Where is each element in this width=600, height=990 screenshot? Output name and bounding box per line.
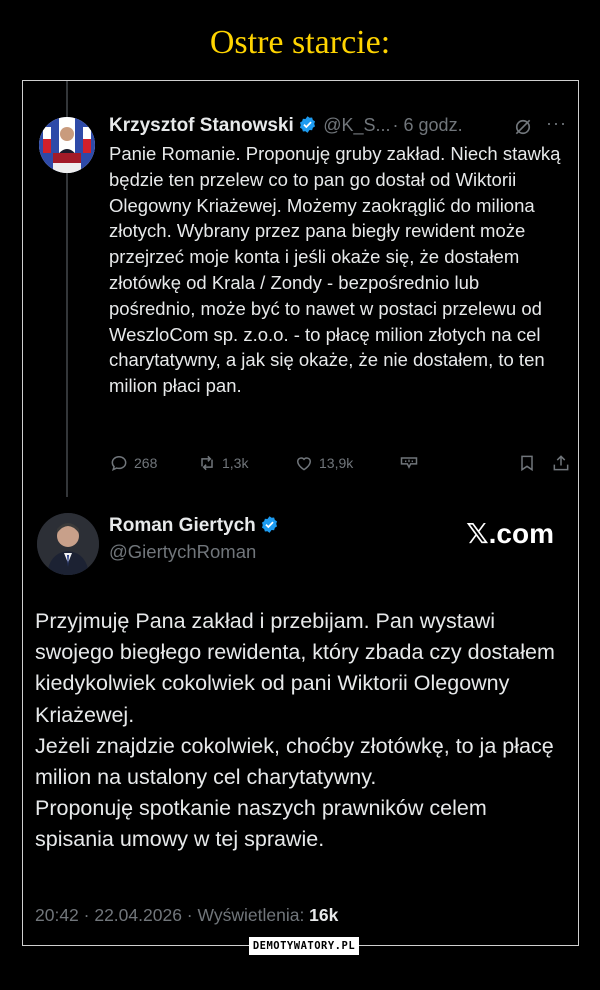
like-icon — [294, 453, 314, 473]
author-handle[interactable]: @K_S... — [323, 115, 391, 135]
tweet-text — [35, 606, 565, 856]
x-brand-logo: 𝕏.com — [466, 518, 554, 549]
more-icon[interactable]: ··· — [546, 113, 567, 133]
reply-count: 268 — [134, 455, 158, 471]
like-button[interactable] — [294, 453, 353, 473]
avatar-image — [37, 513, 99, 575]
tweet-paragraph: Przyjmuję Pana zakład i przebijam. Pan wystawi swojego biegłego rewidenta, który zbada czy dostałem kiedykolwiek cokolwiek od pani Wiktorii Olegowny Kriażewej. — [35, 609, 555, 727]
stats-icon — [399, 453, 419, 473]
verified-badge-icon — [298, 115, 317, 139]
author-handle[interactable]: @GiertychRoman — [109, 541, 257, 562]
tweet-time[interactable]: · 6 godz. — [392, 115, 463, 135]
grok-icon[interactable] — [513, 117, 533, 142]
author-name-text: Roman Giertych — [109, 515, 256, 536]
author-name[interactable] — [109, 515, 279, 540]
share-icon — [551, 453, 571, 473]
stats-button[interactable] — [399, 453, 419, 473]
avatar-image — [39, 117, 95, 173]
verified-badge-icon — [260, 515, 279, 540]
like-count: 13,9k — [319, 455, 354, 471]
watermark-logo: DEMOTYWATORY.PL — [249, 937, 359, 955]
repost-count: 1,3k — [222, 455, 249, 471]
repost-icon — [197, 453, 217, 473]
bookmark-icon — [517, 453, 537, 473]
view-count: 16k — [309, 905, 339, 925]
tweet-text: Panie Romanie. Proponuję gruby zakład. Niech stawką będzie ten przelew co to pan go dostał od Wiktorii Olegowny Kriażewej. Możemy zaokrąglić do miliona złotych. Wybrany przez pana biegły rewident może przejrzeć moje konta i jeśli okaże się, że dostałem złotówkę od Krala / Zondy - bezpośrednio lub pośrednio, może być to nawet w postaci przelewu od WeszloCom sp. z.o.o. - to płacę milion złotych na cel charytatywny, a jak się okaże, że nie dostałem, to ten milion płaci pan. — [109, 143, 561, 397]
tweet-paragraph: Proponuję spotkanie naszych prawników celem spisania umowy w tej sprawie. — [35, 796, 487, 852]
reply-icon — [109, 453, 129, 473]
author-name[interactable]: Krzysztof Stanowski — [109, 115, 294, 136]
repost-button[interactable] — [197, 453, 248, 473]
tweet-header — [109, 115, 569, 139]
share-button[interactable] — [551, 453, 571, 473]
avatar[interactable] — [39, 117, 95, 173]
tweet-timestamp[interactable]: 20:42 · 22.04.2026 · Wyświetlenia: — [35, 905, 310, 925]
avatar[interactable] — [37, 513, 99, 575]
reply-button[interactable] — [109, 453, 157, 473]
tweet-paragraph: Jeżeli znajdzie cokolwiek, choćby złotówkę, to ja płacę milion na ustalony cel charytatywny. — [35, 733, 554, 790]
tweet-actions — [109, 453, 567, 475]
bookmark-button[interactable] — [517, 453, 537, 473]
screenshot-frame — [22, 80, 579, 946]
tweet-meta — [35, 905, 338, 926]
meme-title: Ostre starcie: — [209, 24, 391, 61]
